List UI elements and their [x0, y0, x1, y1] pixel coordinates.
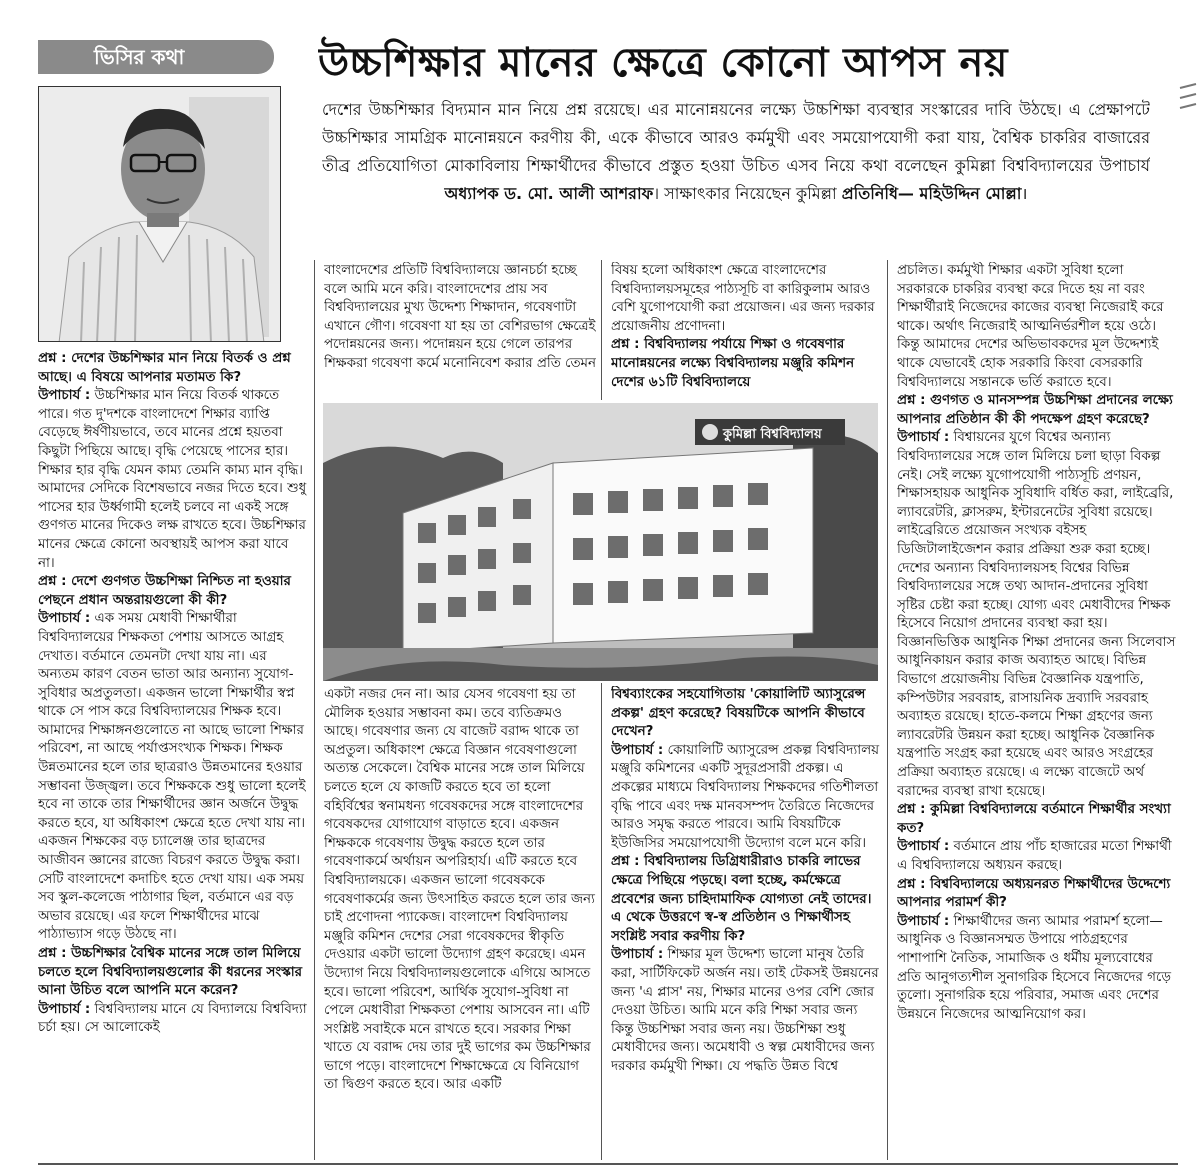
answer	[38, 610, 308, 945]
column-rule	[601, 260, 602, 400]
university-building-photo	[323, 403, 878, 681]
answer	[897, 262, 1177, 392]
headline: উচ্চশিক্ষার মানের ক্ষেত্রে কোনো আপস নয়	[318, 40, 1008, 86]
intro-end: ।	[1021, 184, 1028, 203]
question: প্রশ্ন : কুমিল্লা বিশ্ববিদ্যালয়ে বর্তমানে শিক্ষার্থীর সংখ্যা কত?	[897, 802, 1171, 836]
question: প্রশ্ন : গুণগত ও মানসম্পন্ন উচ্চশিক্ষা প্রদানের লক্ষ্যে আপনার প্রতিষ্ঠান কী কী পদক্ষেপ গ্রহণ করেছে?	[897, 393, 1173, 427]
section-label: ভিসির কথা	[38, 40, 274, 74]
answer-label: উপাচার্য :	[897, 839, 950, 855]
answer-label: উপাচার্য :	[897, 430, 950, 446]
intro-text: দেশের উচ্চশিক্ষার বিদ্যমান মান নিয়ে প্রশ্ন রয়েছে। এর মানোন্নয়নের লক্ষ্যে উচ্চশিক্ষা ব্যবস্থার সংস্কারের দাবি উঠছে। এ প্রেক্ষাপটে উচ্চশিক্ষার সামগ্রিক মানোন্নয়নে করণীয় কী, একে কীভাবে আরও কর্মমুখী এবং সময়োপযোগী করা যায়, বৈশ্বিক চাকরির বাজারের তীব্র প্রতিযোগিতা মোকাবিলায় শিক্ষার্থীদের কীভাবে প্রস্তুত হওয়া উচিত এসব নিয়ে কথা বলেছেন কুমিল্লা বিশ্ববিদ্যালয়ের উপাচার্য	[322, 100, 1150, 175]
answer-text: প্রচলিত। কর্মমুখী শিক্ষার একটা সুবিধা হলো সরকারকে চাকরির ব্যবস্থা করে দিতে হয় না বরং শিক্ষার্থীরাই নিজেদের কাজের ব্যবস্থা নিজেরাই করে থাকে। অর্থাৎ নিজেরাই আত্মনির্ভরশীল হয়ে ওঠে। কিন্তু আমাদের দেশের অভিভাবকদের মূল উদ্দেশ্যই থাকে যেভাবেই হোক সরকারি কিংবা বেসরকারি বিশ্ববিদ্যালয়ে সন্তানকে ভর্তি করাতে হবে।	[897, 263, 1164, 390]
answer-text: শিক্ষার মূল উদ্দেশ্য ভালো মানুষ তৈরি করা, সার্টিফিকেট অর্জন নয়। তাই টেকসই উন্নয়নের জন্য 'এ প্লাস' নয়, শিক্ষার মানের ওপর বেশি জোর দেওয়া উচিত। আমি মনে করি শিক্ষা সবার জন্য কিন্তু উচ্চশিক্ষা সবার জন্য নয়। উচ্চশিক্ষা শুধু মেধাবীদের জন্য। অমেধাবী ও স্বল্প মেধাবীদের জন্য দরকার কর্মমুখী শিক্ষা। যে পদ্ধতি উন্নত বিশ্বে	[611, 947, 879, 1074]
page-edge-mark	[1176, 80, 1200, 120]
paragraph: বাংলাদেশের প্রতিটি বিশ্ববিদ্যালয়ে জ্ঞানচর্চা হচ্ছে বলে আমি মনে করি। বাংলাদেশের প্রায় সব বিশ্ববিদ্যালয়ের মুখ্য উদ্দেশ্য শিক্ষাদান, গবেষণাটা এখানে গৌণ। গবেষণা যা হয় তা বেশিরভাগ ক্ষেত্রেই পদোন্নয়নের জন্য। পদোন্নয়ন হয়ে গেলে তারপর শিক্ষকরা গবেষণা কর্মে মনোনিবেশ করার প্রতি তেমন	[324, 263, 596, 371]
answer-text: কোয়ালিটি অ্যাসুরেন্স প্রকল্প বিশ্ববিদ্যালয় মঞ্জুরি কমিশনের একটি সুদূরপ্রসারী প্রকল্প। এ প্রকল্পের মাধ্যমে বিশ্ববিদ্যালয় শিক্ষকদের গতিশীলতা বৃদ্ধি পাবে এবং দক্ষ মানবসম্পদ তৈরিতে নিজেদের আরও সমৃদ্ধ করতে পারবে। আমি বিষয়টিকে ইউজিসির সময়োপযোগী উদ্যোগ বলে মনে করি।	[611, 742, 879, 851]
column-1	[38, 350, 308, 1162]
question: প্রশ্ন : বিশ্ববিদ্যালয়ে অধ্যয়নরত শিক্ষার্থীদের উদ্দেশ্যে আপনার পরামর্শ কী?	[897, 876, 1171, 911]
interviewee-name: অধ্যাপক ড. মো. আলী আশরাফ	[444, 184, 654, 203]
reporter-name: প্রতিনিধি— মহিউদ্দিন মোল্লা	[841, 184, 1022, 203]
answer-text: বর্তমানে প্রায় পাঁচ হাজারের মতো শিক্ষার্থী এ বিশ্ববিদ্যালয়ে অধ্যয়ন করছে।	[897, 839, 1172, 873]
answer-text: বিষয় হলো অধিকাংশ ক্ষেত্রে বাংলাদেশের বিশ্ববিদ্যালয়সমূহের পাঠ্যসূচি বা কারিকুলাম আরও বেশি যুগোপযোগী করা প্রয়োজন। এর জন্য দরকার প্রয়োজনীয় প্রণোদনা।	[611, 263, 875, 334]
column-rule	[887, 260, 888, 1160]
column-3-bottom	[611, 686, 881, 1162]
photo-sign: কুমিল্লা বিশ্ববিদ্যালয়	[723, 427, 822, 442]
paragraph: একটা নজর দেন না। আর যেসব গবেষণা হয় তা মৌলিক হওয়ার সম্ভাবনা কম। তবে ব্যতিক্রমও আছে। গবেষণার জন্য যে বাজেট বরাদ্দ থাকে তা অপ্রতুল। অধিকাংশ ক্ষেত্রে বিজ্ঞান গবেষণাগুলো অত্যন্ত সেকেলে। বৈশ্বিক মানের সঙ্গে তাল মিলিয়ে চলতে হলে যে কাজটি করতে হবে তা হলো বহির্বিশ্বের স্বনামধন্য গবেষকদের সঙ্গে বাংলাদেশের গবেষকদের যোগাযোগ বাড়াতে হবে। একজন শিক্ষককে গবেষণায় উদ্বুদ্ধ করতে হলে তার গবেষণাকর্মে অর্থায়ন অপরিহার্য। এটি করতে হবে বিশ্ববিদ্যালয়কে। একজন ভালো গবেষককে গবেষণাকর্মের জন্য উৎসাহিত করতে হলে তার জন্য চাই প্রণোদনা প্যাকেজ। বাংলাদেশ বিশ্ববিদ্যালয় মঞ্জুরি কমিশন দেশের সেরা গবেষকদের স্বীকৃতি দেওয়ার একটা ভালো উদ্যোগ গ্রহণ করেছে। এমন উদ্যোগ নিয়ে বিশ্ববিদ্যালয়গুলোকে এগিয়ে আসতে হবে। ভালো পরিবেশ, আর্থিক সুযোগ-সুবিধা না পেলে মেধাবীরা শিক্ষকতা পেশায় আসবেন না। এটি সংশ্লিষ্ট সবাইকে মনে রাখতে হবে। সরকার শিক্ষা খাতে যে বরাদ্দ দেয় তার দুই ভাগের কম উচ্চশিক্ষার ভাগে পড়ে। বাংলাদেশে শিক্ষাক্ষেত্রে যে বিনিয়োগ তা দ্বিগুণ করতে হবে। আর একটি	[324, 687, 595, 1093]
answer	[38, 387, 308, 573]
answer	[611, 946, 881, 1076]
column-rule	[314, 260, 315, 1160]
answer-text: বিশ্ববিদ্যালয় মানে যে বিদ্যালয়ে বিশ্ববিদ্যা চর্চা হয়। সে আলোকেই	[38, 1001, 307, 1036]
answer-text: শিক্ষার্থীদের জন্য আমার পরামর্শ হলো— আধুনিক ও বিজ্ঞানসম্মত উপায়ে পাঠগ্রহণের পাশাপাশি নৈতিক, সামাজিক ও ধর্মীয় মূল্যবোধের প্রতি আনুগত্যশীল সুনাগরিক হিসেবে নিজেদের গড়ে তুলো। সুনাগরিক হয়ে পরিবার, সমাজ এবং দেশের উন্নয়নে নিজেদের আত্মনিয়োগ কর।	[897, 913, 1171, 1022]
column-2-top	[324, 262, 596, 402]
answer	[611, 262, 881, 336]
answer-label: উপাচার্য :	[897, 913, 950, 929]
column-3-top	[611, 262, 881, 402]
question: প্রশ্ন : উচ্চশিক্ষার বৈশ্বিক মানের সঙ্গে তাল মিলিয়ে চলতে হলে বিশ্ববিদ্যালয়গুলোর কী ধরনের সংস্কার আনা উচিত বলে আপনি মনে করেন?	[38, 946, 303, 999]
column-2-bottom	[324, 686, 596, 1162]
portrait-photo	[38, 86, 281, 342]
answer-text: বিশ্বায়নের যুগে বিশ্বের অন্যান্য বিশ্ববিদ্যালয়ের সঙ্গে তাল মিলিয়ে চলা ছাড়া বিকল্প নেই। সেই লক্ষ্যে যুগোপযোগী পাঠ্যসূচি প্রণয়ন, শিক্ষাসহায়ক আধুনিক সুবিধাদি বর্ধিত করা, লাইব্রেরি, ল্যাবরেটরি, ক্লাসরুম, ইন্টারনেটের সুবিধা রয়েছে। লাইব্রেরিতে প্রয়োজন সংখ্যক বইসহ ডিজিটালাইজেশন করার প্রক্রিয়া শুরু করা হচ্ছে। দেশের অন্যান্য বিশ্ববিদ্যালয়সহ বিশ্বের বিভিন্ন বিশ্ববিদ্যালয়ের সঙ্গে তথ্য আদান-প্রদানের সুবিধা সৃষ্টির চেষ্টা করা হচ্ছে। যোগ্য এবং মেধাবীদের শিক্ষক হিসেবে নিয়োগ প্রদানের ব্যবস্থা করা হয়। বিজ্ঞানভিত্তিক আধুনিক শিক্ষা প্রদানের জন্য সিলেবাস আধুনিকায়ন করার কাজ অব্যাহত আছে। বিভিন্ন বিভাগে প্রয়োজনীয় বিভিন্ন বৈজ্ঞানিক যন্ত্রপাতি, কম্পিউটার সরবরাহ, রাসায়নিক দ্রব্যাদি সরবরাহ অব্যাহত রয়েছে। হাতে-কলমে শিক্ষা গ্রহণের জন্য ল্যাবরেটরি উন্নয়ন করা হচ্ছে। আধুনিক বৈজ্ঞানিক যন্ত্রপাতি সংগ্রহ করা হয়েছে এবং আরও সংগ্রহের প্রক্রিয়া অব্যাহত রয়েছে। এ লক্ষ্যে বাজেটে অর্থ বরাদ্দের ব্যবস্থা রাখা হয়েছে।	[897, 430, 1176, 799]
answer-label: উপাচার্য :	[38, 388, 91, 404]
intro-paragraph	[322, 96, 1150, 246]
intro-text-2: । সাক্ষাৎকার নিয়েছেন কুমিল্লা	[653, 184, 837, 203]
answer-label: উপাচার্য :	[611, 947, 664, 963]
answer-text: এক সময় মেধাবী শিক্ষার্থীরা বিশ্ববিদ্যালয়ের শিক্ষকতা পেশায় আসতে আগ্রহ দেখাত। বর্তমানে তেমনটা দেখা যায় না। এর অন্যতম কারণ বেতন ভাতা আর অন্যান্য সুযোগ-সুবিধার অপ্রতুলতা। একজন ভালো শিক্ষার্থীর স্বপ্ন থাকে সে পাস করে বিশ্ববিদ্যালয়ের শিক্ষক হবে। আমাদের শিক্ষাঙ্গনগুলোতে না আছে ভালো শিক্ষার পরিবেশ, না আছে পর্যাপ্তসংখ্যক শিক্ষক। শিক্ষক উন্নতমানের হলে তার ছাত্ররাও উন্নতমানের হওয়ার সম্ভাবনা উজ্জ্বল। তবে শিক্ষককে শুধু ভালো হলেই হবে না তাকে তার শিক্ষার্থীদের জ্ঞান অর্জনে উদ্বুদ্ধ করতে হবে, যা অধিকাংশ ক্ষেত্রে হতে দেখা যায় না। একজন শিক্ষকের বড় চ্যালেঞ্জ তার ছাত্রদের আজীবন জ্ঞানের রাজ্যে বিচরণ করতে উদ্বুদ্ধ করা। সেটি বাংলাদেশে কদাচিৎ হতে দেখা যায়। এক সময় সব স্কুল-কলেজে পাঠাগার ছিল, বর্তমানে এর বড় অভাব রয়েছে। এর ফলে শিক্ষার্থীদের মাঝে পাঠ্যাভ্যাস গড়ে উঠছে না।	[38, 611, 306, 943]
column-rule	[601, 683, 602, 1160]
answer-label: উপাচার্য :	[611, 742, 664, 758]
question: প্রশ্ন : দেশের উচ্চশিক্ষার মান নিয়ে বিতর্ক ও প্রশ্ন আছে। এ বিষয়ে আপনার মতামত কি?	[38, 351, 291, 385]
answer-label: উপাচার্য :	[38, 1001, 91, 1017]
answer-text: উচ্চশিক্ষার মান নিয়ে বিতর্ক থাকতে পারে। গত দু'দশকে বাংলাদেশে শিক্ষার ব্যাপ্তি বেড়েছে ঈর্ষণীয়ভাবে, তবে মানের প্রশ্নে হয়তবা কিছুটা পিছিয়ে আছে। বৃদ্ধি পেয়েছে পাসের হার। শিক্ষার হার বৃদ্ধি যেমন কাম্য তেমনি কাম্য মান বৃদ্ধি। আমাদের সেদিকে বিশেষভাবে নজর দিতে হবে। শুধু পাসের হার উর্ধ্বগামী হলেই চলবে না একই সঙ্গে গুণগত মানের দিকেও লক্ষ রাখতে হবে। উচ্চশিক্ষার মানের ক্ষেত্রে কোনো অবস্থায়ই আপস করা যাবে না।	[38, 388, 307, 571]
question: প্রশ্ন : বিশ্ববিদ্যালয় পর্যায়ে শিক্ষা ও গবেষণার মানোন্নয়নের লক্ষ্যে বিশ্ববিদ্যালয় মঞ্জুরি কমিশন দেশের ৬১টি বিশ্ববিদ্যালয়ে	[611, 337, 855, 390]
answer	[897, 429, 1177, 801]
answer-label: উপাচার্য :	[38, 611, 91, 627]
question: প্রশ্ন : দেশে গুণগত উচ্চশিক্ষা নিশ্চিত না হওয়ার পেছনে প্রধান অন্তরায়গুলো কী কী?	[38, 574, 291, 608]
question: বিশ্বব্যাংকের সহযোগিতায় 'কোয়ালিটি অ্যাসুরেন্স প্রকল্প' গ্রহণ করেছে? বিষয়টিকে আপনি কীভাবে দেখেন?	[611, 687, 866, 740]
bottom-rule	[38, 1163, 1178, 1165]
column-4	[897, 262, 1177, 1162]
answer	[897, 838, 1177, 875]
question: প্রশ্ন : বিশ্ববিদ্যালয় ডিগ্রিধারীরাও চাকরি লাভের ক্ষেত্রে পিছিয়ে পড়ছে। বলা হচ্ছে, কর্মক্ষেত্রে প্রবেশের জন্য চাহিদামাফিক যোগ্যতা নেই তাদের। এ থেকে উত্তরণে স্ব-স্ব প্রতিষ্ঠান ও শিক্ষার্থীসহ সংশ্লিষ্ট সবার করণীয় কি?	[611, 854, 872, 944]
answer	[38, 1001, 308, 1038]
answer	[611, 742, 881, 854]
answer	[897, 913, 1177, 1025]
